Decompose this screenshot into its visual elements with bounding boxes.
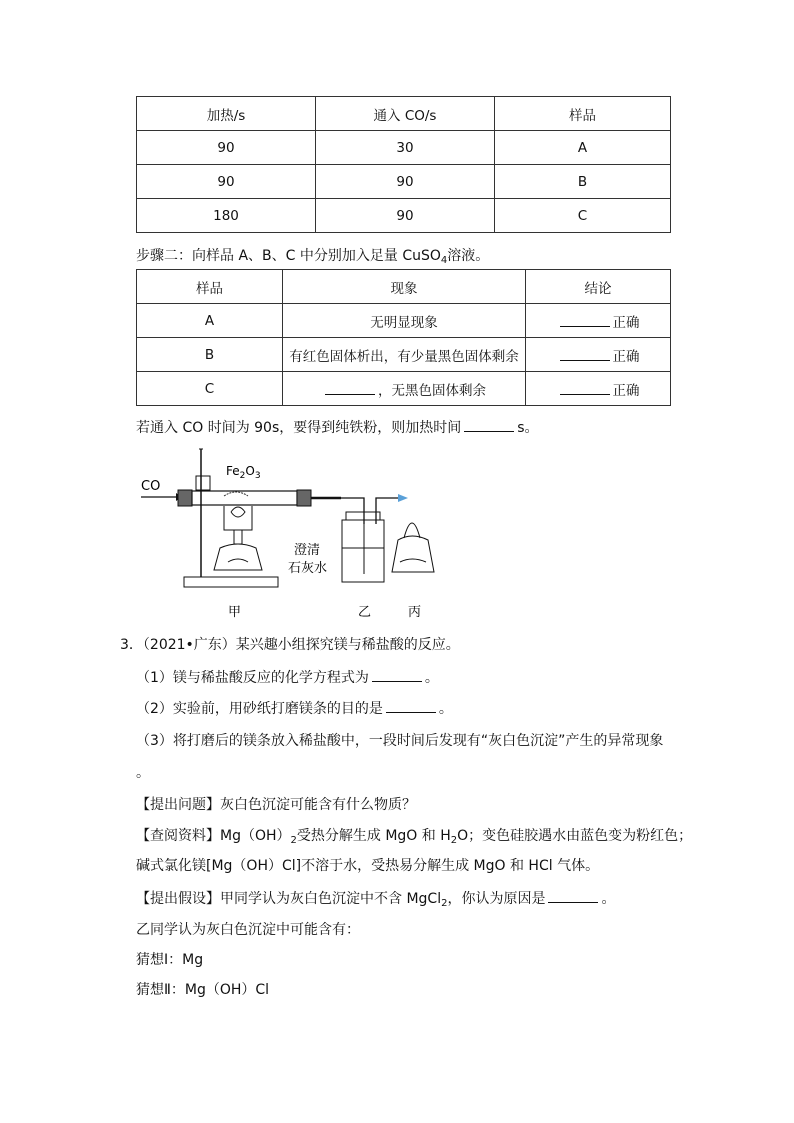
guess-2: 猜想Ⅱ：Mg（OH）Cl <box>136 982 270 998</box>
q3-header: 3．（2021•广东）某兴趣小组探究镁与稀盐酸的反应。 <box>120 637 460 653</box>
stopper-right <box>297 490 311 506</box>
table1-header-heating: 加热/s <box>137 97 316 131</box>
table2-phenomenon: ，无黑色固体剩余 <box>283 372 526 406</box>
apparatus-diagram <box>136 444 436 624</box>
table1-cell: A <box>495 131 671 165</box>
co-label: CO <box>141 479 161 494</box>
table-row <box>137 372 671 406</box>
lamp-wick <box>234 530 242 544</box>
table-row <box>137 165 671 199</box>
answer-blank[interactable] <box>372 669 422 682</box>
reference-info-1: 【查阅资料】$Mg(OH)_2$受热分解生成 MgO 和 $H_2O$；变色硅胶遇水由蓝色变为粉红色； <box>136 828 693 846</box>
flame-guard <box>224 506 252 530</box>
table2-conclusion: 正确 <box>526 372 671 406</box>
table2-conclusion: 正确 <box>526 304 671 338</box>
reaction-tube <box>192 491 297 505</box>
stopper-left <box>178 490 192 506</box>
limewater-label-2: 石灰水 <box>288 561 328 576</box>
answer-blank[interactable] <box>325 382 375 395</box>
gas-flow-arrow <box>398 494 408 502</box>
q3-part2: （2）实验前，用砂纸打磨镁条的目的是 。 <box>136 701 453 717</box>
limewater-bottle <box>342 520 384 582</box>
table1-header-sample: 样品 <box>495 97 671 131</box>
lamp-liquid <box>228 559 248 562</box>
table2-header-phenomenon: 现象 <box>283 270 526 304</box>
table1-cell: 180 <box>137 199 316 233</box>
answer-blank[interactable] <box>548 890 598 903</box>
guess-1: 猜想Ⅰ：Mg <box>136 952 204 968</box>
heating-time-table <box>136 96 671 233</box>
alcohol-lamp-bing <box>392 536 434 572</box>
fe2o3-solid <box>224 492 248 496</box>
hypothesis: 【提出假设】甲同学认为灰白色沉淀中不含 MgCl$_2$，你认为原因是 。 <box>136 891 616 909</box>
table1-header-co: 通入 CO/s <box>316 97 495 131</box>
lamp-liquid-bing <box>400 559 426 562</box>
table1-cell: 90 <box>137 165 316 199</box>
bottle-stopper <box>346 512 380 520</box>
table2-phenomenon: 有红色固体析出，有少量黑色固体剩余 <box>283 338 526 372</box>
table-row <box>137 304 671 338</box>
table1-cell: C <box>495 199 671 233</box>
cuso4-formula: CuSO$_4$ <box>402 248 448 266</box>
step2-text: 步骤二：向样品 A、B、C 中分别加入足量 CuSO$_4$溶液。 <box>136 248 490 266</box>
table2-conclusion: 正确 <box>526 338 671 372</box>
table1-cell: B <box>495 165 671 199</box>
q3-part3-cont: 。 <box>136 765 150 781</box>
table2-sample: B <box>137 338 283 372</box>
table1-cell: 90 <box>137 131 316 165</box>
table2-header-conclusion: 结论 <box>526 270 671 304</box>
label-bing: 丙 <box>408 605 422 620</box>
answer-blank[interactable] <box>560 348 610 361</box>
table-row <box>137 131 671 165</box>
ask-question: 【提出问题】灰白色沉淀可能含有什么物质？ <box>136 797 416 813</box>
q3-part1: （1）镁与稀盐酸反应的化学方程式为 。 <box>136 670 439 686</box>
table1-cell: 30 <box>316 131 495 165</box>
table2-phenomenon: 无明显现象 <box>283 304 526 338</box>
heating-time-question: 若通入 CO 时间为 90s，要得到纯铁粉，则加热时间 s。 <box>136 420 539 436</box>
answer-blank[interactable] <box>560 314 610 327</box>
answer-blank[interactable] <box>464 419 514 432</box>
stand-base <box>184 577 278 587</box>
table1-cell: 90 <box>316 165 495 199</box>
reference-info-2: 碱式氯化镁[Mg（OH）Cl]不溶于水，受热易分解生成 MgO 和 HCl 气体。 <box>136 858 600 874</box>
table2-sample: A <box>137 304 283 338</box>
table2-header-sample: 样品 <box>137 270 283 304</box>
table2-sample: C <box>137 372 283 406</box>
clamp <box>196 476 210 490</box>
answer-blank[interactable] <box>560 382 610 395</box>
table-row <box>137 199 671 233</box>
yi-statement: 乙同学认为灰白色沉淀中可能含有： <box>136 922 360 938</box>
label-jia: 甲 <box>228 605 242 620</box>
flame <box>231 507 245 517</box>
answer-blank[interactable] <box>386 700 436 713</box>
fe2o3-label: $Fe_2O_3$ <box>226 464 261 481</box>
label-yi: 乙 <box>358 605 372 620</box>
table-row <box>137 338 671 372</box>
table1-cell: 90 <box>316 199 495 233</box>
alcohol-lamp-jia <box>214 544 262 570</box>
q3-part3: （3）将打磨后的镁条放入稀盐酸中，一段时间后发现有“灰白色沉淀”产生的异常现象 <box>136 733 664 749</box>
limewater-label-1: 澄清 <box>294 543 321 558</box>
results-table <box>136 269 671 406</box>
